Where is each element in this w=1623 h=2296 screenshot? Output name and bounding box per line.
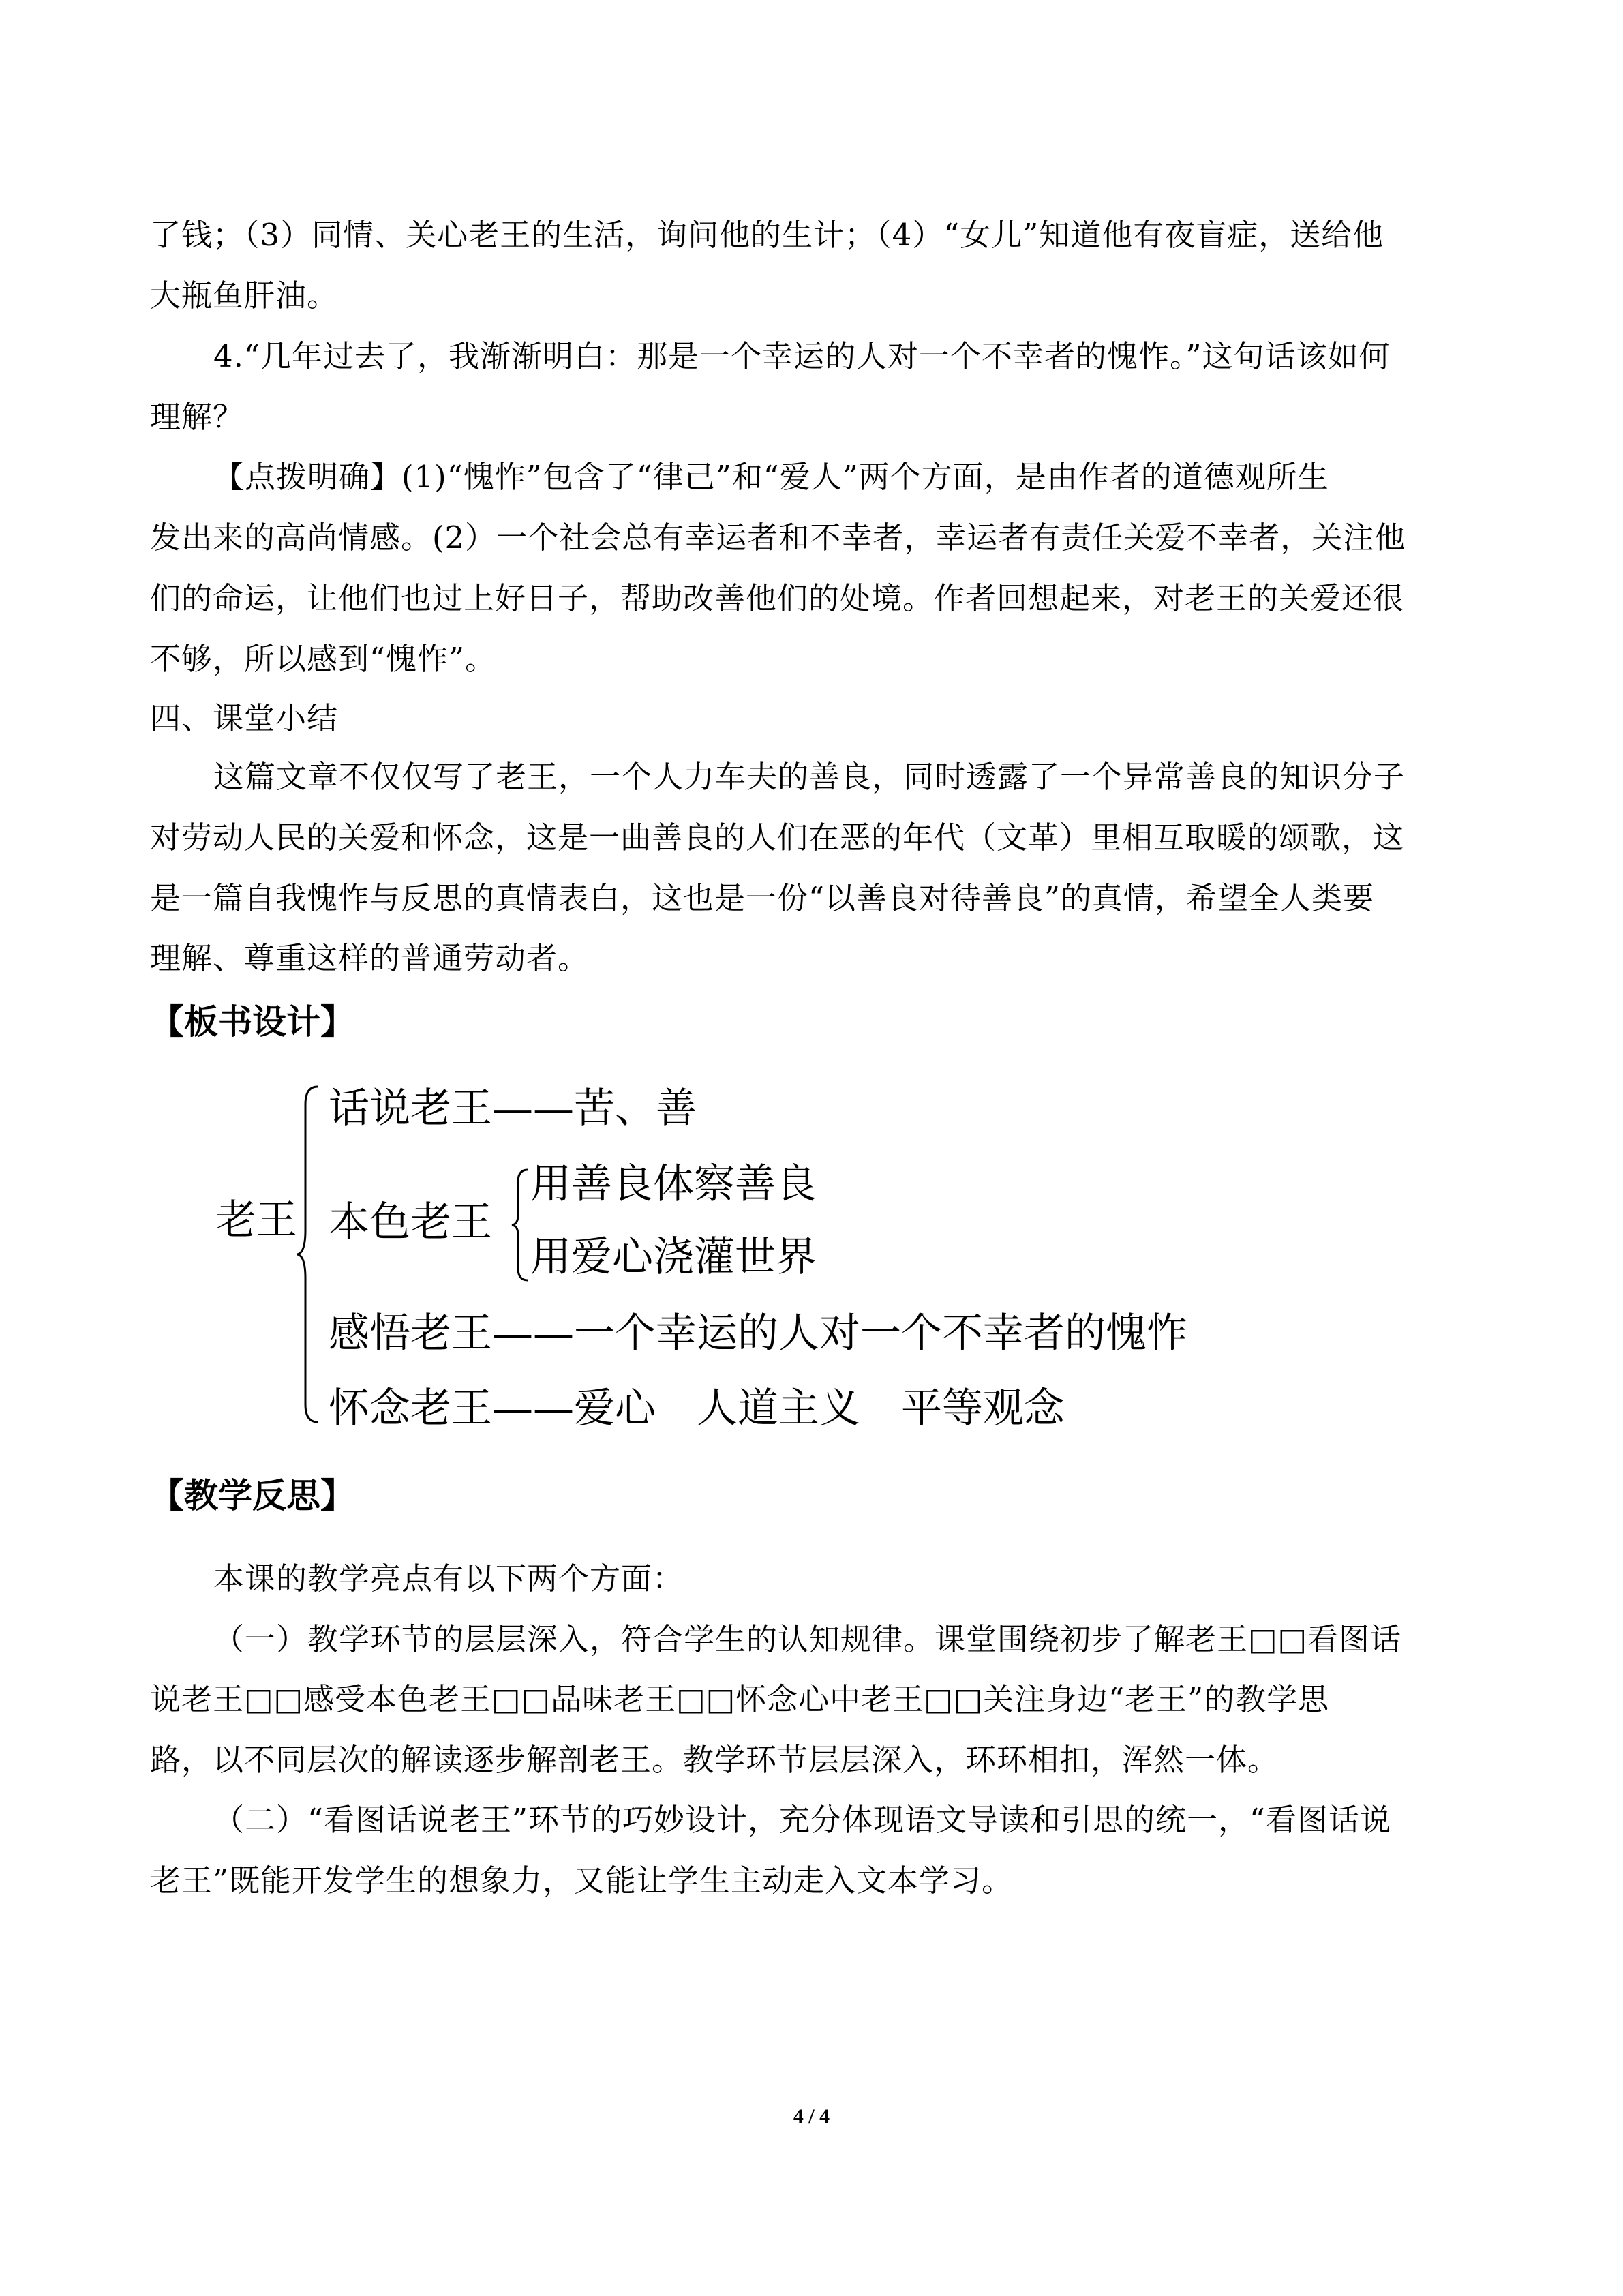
paragraph-line: 这篇文章不仅仅写了老王，一个人力车夫的善良，同时透露了一个异常善良的知识分子 (213, 759, 1406, 795)
inner-brace-icon (510, 1167, 530, 1283)
page-number: 4 / 4 (793, 2105, 830, 2128)
board-subitem-love: 用爱心浇灌世界 (530, 1233, 817, 1281)
paragraph-line: 们的命运，让他们也过上好日子，帮助改善他们的处境。作者回想起来，对老王的关爱还很 (150, 580, 1405, 616)
reflection-line: 路，以不同层次的解读逐步解剖老王。教学环节层层深入，环环相扣，浑然一体。 (150, 1742, 1279, 1778)
left-brace-icon (294, 1084, 322, 1425)
paragraph-line: 理解、尊重这样的普通劳动者。 (150, 940, 590, 976)
reflection-line: （一）教学环节的层层深入，符合学生的认知规律。课堂围绕初步了解老王□□看图话 (213, 1621, 1402, 1657)
reflection-line: （二）“看图话说老王”环节的巧妙设计，充分体现语文导读和引思的统一，“看图话说 (213, 1802, 1392, 1838)
board-item-remember: 怀念老王——爱心 人道主义 平等观念 (329, 1385, 1065, 1432)
board-item-true-color: 本色老王 (329, 1198, 492, 1246)
paragraph-line: 理解？ (150, 399, 245, 435)
reflection-heading: 【教学反思】 (150, 1476, 354, 1515)
section-title: 四、课堂小结 (150, 700, 339, 736)
board-item-talk: 话说老王——苦、善 (329, 1085, 697, 1132)
reflection-line: 说老王□□感受本色老王□□品味老王□□怀念心中老王□□关注身边“老王”的教学思 (150, 1681, 1330, 1717)
paragraph-line: 了钱；（3）同情、关心老王的生活，询问他的生计；（4）“女儿”知道他有夜盲症，送给他 (150, 217, 1384, 253)
paragraph-line: 不够，所以感到“愧怍”。 (150, 641, 497, 677)
paragraph-line: 【点拨明确】(1)“愧怍”包含了“律己”和“爱人”两个方面，是由作者的道德观所生 (213, 459, 1329, 495)
paragraph-line: 是一篇自我愧怍与反思的真情表白，这也是一份“以善良对待善良”的真情，希望全人类要 (150, 880, 1375, 916)
board-item-insight: 感悟老王——一个幸运的人对一个不幸者的愧怍 (329, 1310, 1187, 1357)
paragraph-line: 4.“几年过去了，我渐渐明白：那是一个幸运的人对一个不幸者的愧怍。”这句话该如何 (213, 338, 1391, 374)
paragraph-line: 大瓶鱼肝油。 (150, 277, 339, 314)
reflection-line: 本课的教学亮点有以下两个方面： (213, 1560, 684, 1597)
reflection-line: 老王”既能开发学生的想象力，又能让学生主动走入文本学习。 (150, 1862, 1014, 1899)
paragraph-line: 发出来的高尚情感。(2）一个社会总有幸运者和不幸者，幸运者有责任关爱不幸者，关注他 (150, 519, 1406, 556)
paragraph-line: 对劳动人民的关爱和怀念，这是一曲善良的人们在恶的年代（文革）里相互取暖的颂歌，这 (150, 819, 1405, 856)
board-design-heading: 【板书设计】 (150, 1002, 354, 1042)
board-root: 老王 (215, 1196, 297, 1244)
board-subitem-kindness: 用善良体察善良 (530, 1160, 817, 1208)
